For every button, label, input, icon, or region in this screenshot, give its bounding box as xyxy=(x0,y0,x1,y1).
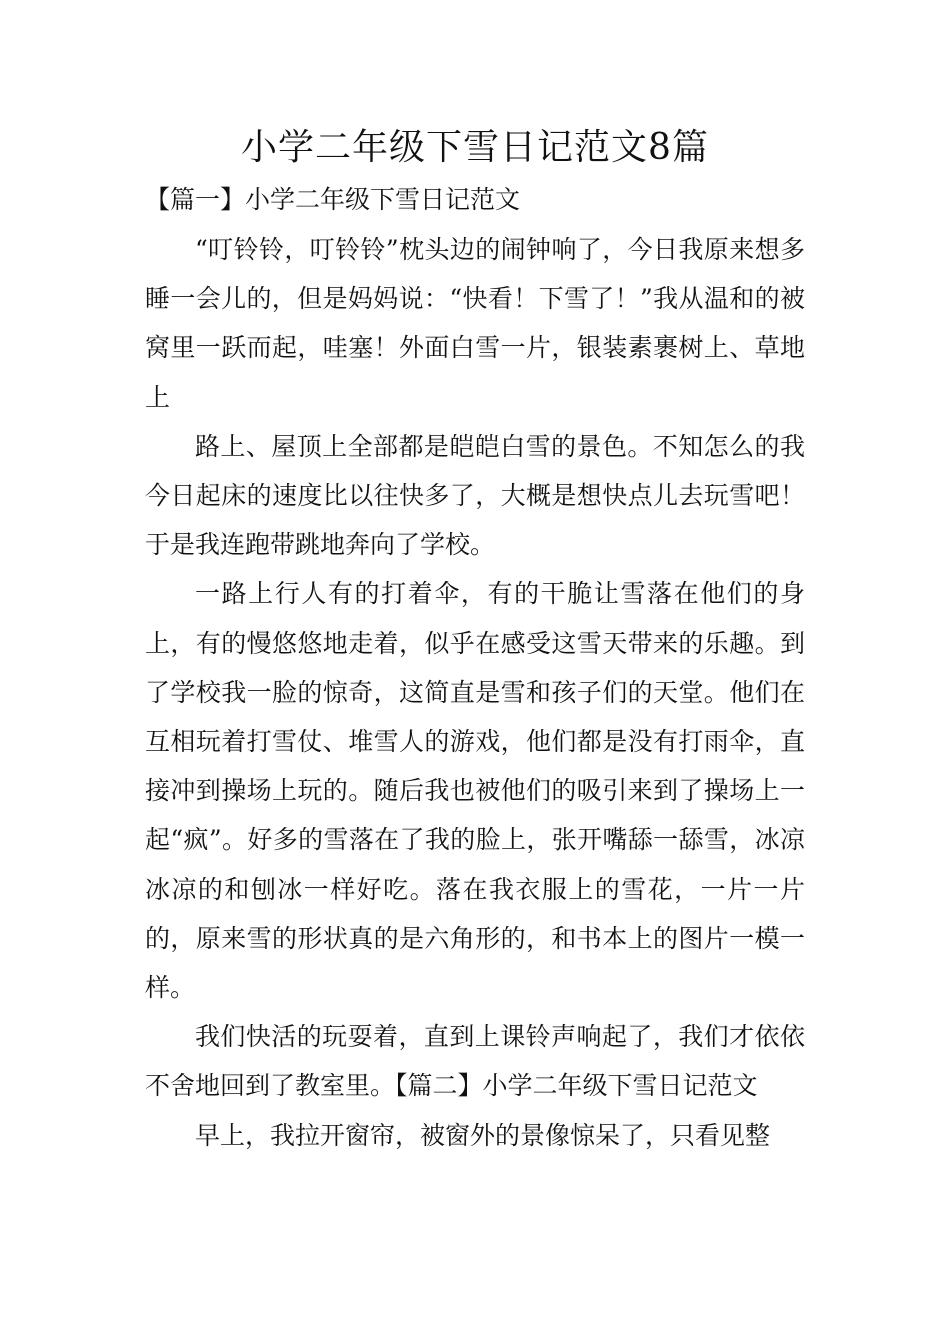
paragraph: 路上、屋顶上全部都是皑皑白雪的景色。不知怎么的我今日起床的速度比以往快多了，大概是想快点儿去玩雪吧！于是我连跑带跳地奔向了学校。 xyxy=(145,431,805,560)
section-heading: 【篇一】小学二年级下雪日记范文 xyxy=(145,185,521,214)
document-title: 小学二年级下雪日记范文8篇 xyxy=(241,127,709,168)
paragraph: 我们快活的玩耍着，直到上课铃声响起了，我们才依依不舍地回到了教室里。【篇二】小学二年级下雪日记范文 xyxy=(145,1022,805,1101)
document-body xyxy=(145,225,805,1160)
paragraph: 一路上行人有的打着伞，有的干脆让雪落在他们的身上，有的慢悠悠地走着，似乎在感受这雪天带来的乐趣。到了学校我一脸的惊奇，这简直是雪和孩子们的天堂。他们在互相玩着打雪仗、堆雪人的游戏，他们都是没有打雨伞，直接冲到操场上玩的。随后我也被他们的吸引来到了操场上一起“疯”。好多的雪落在了我的脸上，张开嘴舔一舔雪，冰凉冰凉的和刨冰一样好吃。落在我衣服上的雪花，一片一片的，原来雪的形状真的是六角形的，和书本上的图片一模一样。 xyxy=(145,579,805,1003)
paragraph: 早上，我拉开窗帘，被窗外的景像惊呆了，只看见整 xyxy=(195,1120,771,1150)
paragraph: “叮铃铃，叮铃铃”枕头边的闹钟响了，今日我原来想多睡一会儿的，但是妈妈说：“快看！下雪了！”我从温和的被窝里一跃而起，哇塞！外面白雪一片，银装素裹树上、草地上 xyxy=(145,235,805,412)
